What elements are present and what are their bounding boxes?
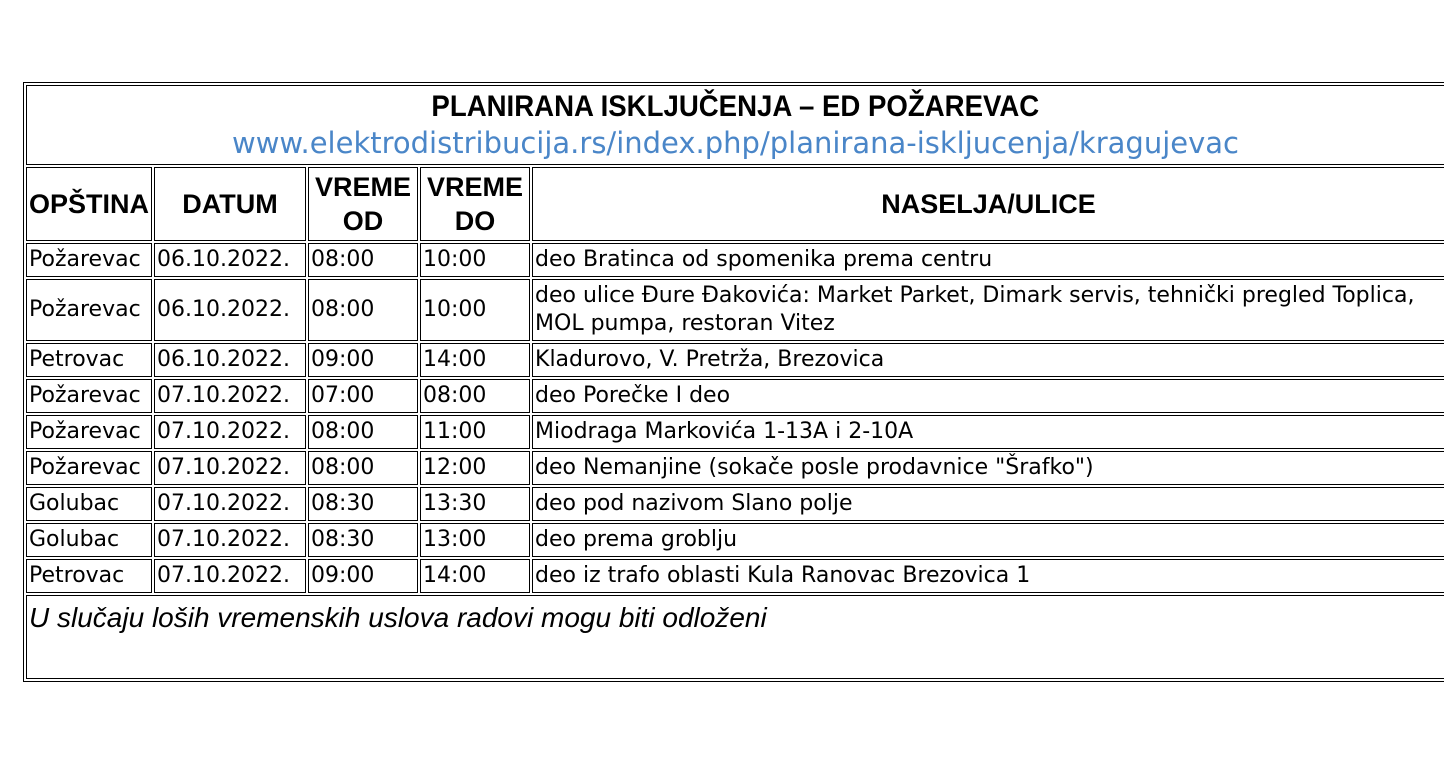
cell-opstina: Požarevac	[26, 415, 152, 449]
column-header-datum: DATUM	[154, 167, 306, 241]
cell-datum: 07.10.2022.	[154, 415, 306, 449]
vreme-do-line1: VREME	[427, 172, 524, 202]
cell-opstina: Golubac	[26, 487, 152, 521]
cell-vreme-od: 08:00	[308, 279, 418, 341]
cell-vreme-do: 10:00	[420, 243, 530, 277]
source-link[interactable]: www.elektrodistribucija.rs/index.php/planirana-iskljucenja/kragujevac	[232, 126, 1239, 160]
cell-vreme-od: 08:30	[308, 523, 418, 557]
cell-vreme-do: 14:00	[420, 343, 530, 377]
table-row	[26, 379, 1444, 413]
table-row	[26, 243, 1444, 277]
table-header	[26, 85, 1444, 165]
table-row	[26, 415, 1444, 449]
cell-vreme-do: 13:30	[420, 487, 530, 521]
cell-naselja: deo pod nazivom Slano polje	[532, 487, 1444, 521]
table-row	[26, 451, 1444, 485]
cell-vreme-od: 08:30	[308, 487, 418, 521]
cell-vreme-do: 08:00	[420, 379, 530, 413]
column-header-vreme-do	[420, 167, 530, 241]
cell-naselja: Kladurovo, V. Pretrža, Brezovica	[532, 343, 1444, 377]
column-header-vreme-od	[308, 167, 418, 241]
cell-datum: 07.10.2022.	[154, 451, 306, 485]
cell-datum: 07.10.2022.	[154, 523, 306, 557]
table-row	[26, 559, 1444, 593]
vreme-do-line2: DO	[454, 206, 496, 236]
cell-naselja: deo prema groblju	[532, 523, 1444, 557]
cell-naselja: deo Nemanjine (sokače posle prodavnice "Šrafko")	[532, 451, 1444, 485]
weather-note: U slučaju loših vremenskih uslova radovi mogu biti odloženi	[26, 595, 1444, 679]
cell-datum: 07.10.2022.	[154, 487, 306, 521]
column-header-naselja: NASELJA/ULICE	[532, 167, 1444, 241]
cell-opstina: Požarevac	[26, 279, 152, 341]
cell-opstina: Petrovac	[26, 559, 152, 593]
cell-vreme-od: 09:00	[308, 559, 418, 593]
cell-datum: 06.10.2022.	[154, 279, 306, 341]
cell-vreme-od: 09:00	[308, 343, 418, 377]
cell-vreme-od: 08:00	[308, 415, 418, 449]
cell-opstina: Požarevac	[26, 379, 152, 413]
table-row	[26, 523, 1444, 557]
cell-vreme-od: 08:00	[308, 451, 418, 485]
cell-vreme-do: 13:00	[420, 523, 530, 557]
cell-vreme-do: 14:00	[420, 559, 530, 593]
cell-vreme-do: 12:00	[420, 451, 530, 485]
cell-datum: 06.10.2022.	[154, 343, 306, 377]
vreme-od-line1: VREME	[315, 172, 412, 202]
cell-opstina: Golubac	[26, 523, 152, 557]
cell-naselja: deo iz trafo oblasti Kula Ranovac Brezovica 1	[532, 559, 1444, 593]
cell-naselja: deo Porečke I deo	[532, 379, 1444, 413]
table-row	[26, 279, 1444, 341]
cell-naselja: deo ulice Đure Đakovića: Market Parket, Dimark servis, tehnički pregled Toplica, MOL pumpa, restoran Vitez	[532, 279, 1444, 341]
note-row	[26, 595, 1444, 679]
cell-naselja: deo Bratinca od spomenika prema centru	[532, 243, 1444, 277]
column-header-opstina: OPŠTINA	[26, 167, 152, 241]
page-title: PLANIRANA ISKLJUČENJA – ED POŽAREVAC	[431, 90, 1040, 123]
cell-vreme-od: 07:00	[308, 379, 418, 413]
outage-sheet	[23, 82, 1444, 682]
cell-datum: 06.10.2022.	[154, 243, 306, 277]
table-row	[26, 343, 1444, 377]
cell-datum: 07.10.2022.	[154, 379, 306, 413]
table-row	[26, 487, 1444, 521]
cell-opstina: Požarevac	[26, 451, 152, 485]
cell-vreme-od: 08:00	[308, 243, 418, 277]
cell-opstina: Petrovac	[26, 343, 152, 377]
outage-table	[23, 82, 1444, 682]
vreme-od-line2: OD	[342, 206, 384, 236]
cell-vreme-do: 11:00	[420, 415, 530, 449]
cell-naselja: Miodraga Markovića 1-13A i 2-10A	[532, 415, 1444, 449]
cell-vreme-do: 10:00	[420, 279, 530, 341]
cell-datum: 07.10.2022.	[154, 559, 306, 593]
cell-opstina: Požarevac	[26, 243, 152, 277]
column-header-row	[26, 167, 1444, 241]
